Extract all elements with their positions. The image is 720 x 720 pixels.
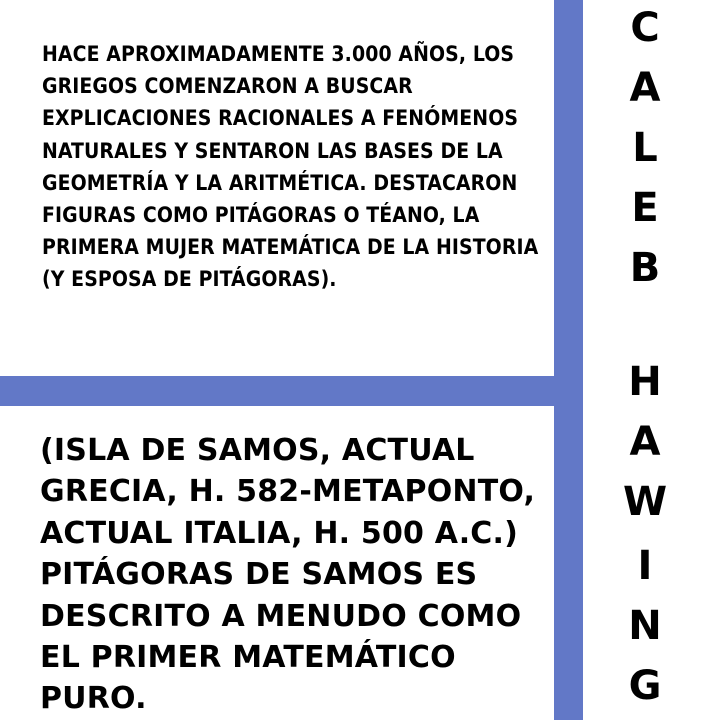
name-letter-a2: A <box>629 419 661 465</box>
name-letter-h: H <box>628 359 662 405</box>
name-letter-c: C <box>630 5 660 51</box>
name-letter-l: L <box>632 125 658 171</box>
vertical-author-name <box>590 0 700 720</box>
horizontal-divider-bar <box>0 376 554 406</box>
vertical-divider-bar <box>554 0 583 720</box>
pythagoras-bio-paragraph: (ISLA DE SAMOS, ACTUAL GRECIA, H. 582-METAPONTO, ACTUAL ITALIA, H. 500 A.C.) PITÁGORAS DE SAMOS ES DESCRITO A MENUDO COMO EL PRIMER MATEMÁTICO PURO. <box>40 433 536 717</box>
name-letter-n: N <box>628 603 662 649</box>
name-letter-g: G <box>628 663 662 709</box>
name-letter-e: E <box>631 185 659 231</box>
name-letter-w: W <box>622 479 668 525</box>
intro-paragraph: HACE APROXIMADAMENTE 3.000 AÑOS, LOS GRIEGOS COMENZARON A BUSCAR EXPLICACIONES RACIONALES A FENÓMENOS NATURALES Y SENTARON LAS BASES DE LA GEOMETRÍA Y LA ARITMÉTICA. DESTACARON FIGURAS COMO PITÁGORAS O TÉANO, LA PRIMERA MUJER MATEMÁTICA DE LA HISTORIA (Y ESPOSA DE PITÁGORAS). <box>42 42 539 292</box>
name-letter-i: I <box>637 543 653 589</box>
name-letter-a: A <box>629 65 661 111</box>
name-letter-b: B <box>629 245 661 291</box>
